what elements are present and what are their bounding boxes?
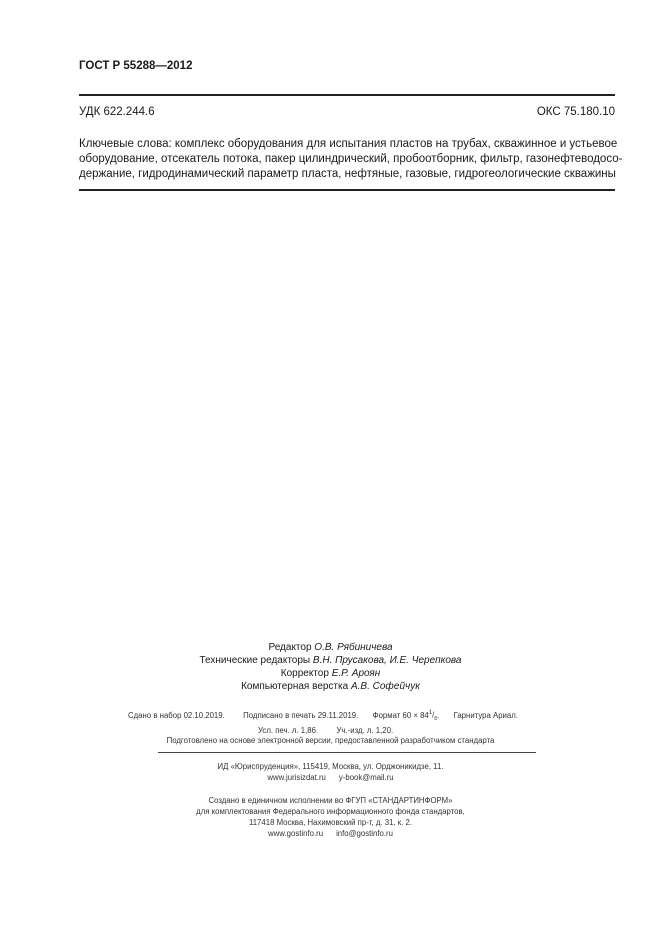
- top-rule: [79, 94, 615, 96]
- keywords-line: Ключевые слова: комплекс оборудования для испытания пластов на трубах, скважинное и устьевое: [79, 138, 618, 150]
- middle-rule: [158, 752, 536, 753]
- format-suffix: .: [437, 710, 440, 720]
- credits-block: [0, 641, 661, 693]
- producer-line2: для комплектования Федерального информационного фонда стандартов,: [196, 807, 465, 816]
- corrector-line: [0, 667, 661, 680]
- source-note: Подготовлено на основе электронной версии, предоставленной разработчиком стандарта: [166, 736, 495, 745]
- paper-format: Формат $60 \times 84^1/_8$.: [372, 710, 440, 723]
- publisher-address: ИД «Юриспруденция», 115419, Москва, ул. Орджоникидзе, 11.: [217, 762, 444, 771]
- classification-row: [79, 106, 615, 118]
- typeface: Гарнитура Ариал.: [453, 710, 518, 720]
- producer-line1: Создано в единичном исполнении во ФГУП «СТАНДАРТИНФОРМ»: [208, 796, 453, 805]
- keywords-line: оборудование, отсекатель потока, пакер цилиндрический, пробоотборник, фильтр, газонефтеводосо-: [79, 153, 623, 165]
- print-info: [128, 707, 518, 737]
- producer-email-link[interactable]: info@gostinfo.ru: [336, 829, 393, 838]
- editor-name: О.В. Рябиничева: [314, 642, 393, 653]
- corrector-label: Корректор: [280, 668, 329, 679]
- tech-editors-line: [0, 654, 661, 667]
- publisher-sheets: Уч.-изд. л. 1,20.: [336, 726, 394, 736]
- publisher-block: [0, 761, 661, 783]
- oks-code: ОКС 75.180.10: [536, 106, 615, 118]
- submitted-date: Сдано в набор 02.10.2019.: [128, 710, 225, 720]
- publisher-site-link[interactable]: www.jurisizdat.ru: [267, 773, 326, 782]
- tech-editors-names: В.Н. Прусакова, И.Е. Черепкова: [312, 655, 462, 666]
- udc-code: УДК 622.244.6: [79, 106, 155, 118]
- printed-sheets: Усл. печ. л. 1,86.: [258, 726, 319, 736]
- layout-label: Компьютерная верстка: [241, 681, 349, 692]
- editor-label: Редактор: [268, 642, 312, 653]
- keywords-block: [79, 137, 623, 182]
- layout-name: А.В. Софейчук: [350, 681, 420, 692]
- producer-address: 117418 Москва, Нахимовский пр-т, д. 31, к. 2.: [248, 818, 413, 827]
- format-prefix: Формат 60 × 84: [372, 710, 429, 720]
- producer-block: [0, 795, 661, 839]
- signed-date: Подписано в печать 29.11.2019.: [243, 710, 359, 720]
- gost-number: ГОСТ Р 55288—2012: [79, 60, 193, 72]
- keywords-rule: [79, 189, 615, 191]
- tech-editors-label: Технические редакторы: [199, 655, 311, 666]
- keywords-line: держание, гидродинамический параметр пласта, нефтяные, газовые, гидрогеологические скважины: [79, 168, 616, 180]
- publisher-email-link[interactable]: y-book@mail.ru: [338, 773, 394, 782]
- producer-site-link[interactable]: www.gostinfo.ru: [268, 829, 324, 838]
- layout-line: [0, 680, 661, 693]
- corrector-name: Е.Р. Ароян: [331, 668, 381, 679]
- editor-line: [0, 641, 661, 654]
- format-denominator: 8: [434, 716, 438, 723]
- format-numerator: 1: [428, 710, 433, 716]
